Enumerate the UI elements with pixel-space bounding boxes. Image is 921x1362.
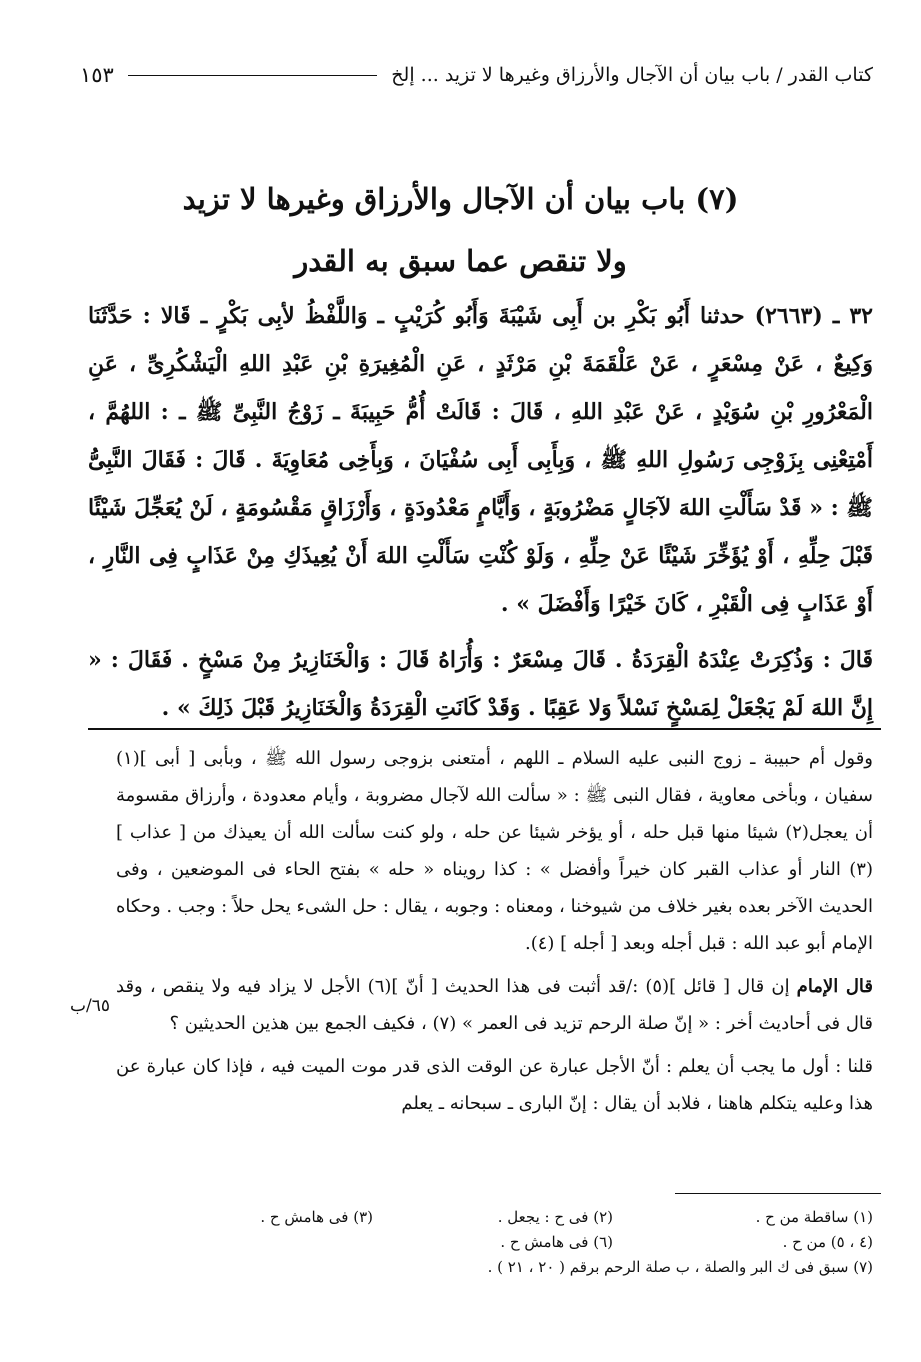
footnote-7: (٧) سبق فى ك البر والصلة ، ب صلة الرحم برقم ( ٢٠ ، ٢١ ) . (487, 1258, 873, 1276)
manuscript-folio-note: ٦٥/ب (70, 996, 110, 1016)
footnote-4-5: (٤ ، ٥) من ح . (782, 1233, 873, 1251)
text-divider (88, 728, 881, 730)
commentary-paragraph-2-body: إن قال [ قائل ](٥) :/قد أثبت فى هذا الحديث [ أنّ ](٦) الأجل لا يزاد فيه ولا ينقص ، وقد قال فى أحاديث أخر : « إنّ صلة الرحم تزيد فى العمر » (٧) ، فكيف الجمع بين هذين الحديثين ؟ (116, 976, 873, 1034)
footnote-2: (٢) فى ح : يجعل . (497, 1208, 613, 1226)
header-rule (128, 75, 377, 76)
footnote-row (120, 1255, 873, 1280)
commentary-paragraph-2 (116, 968, 873, 1042)
footnote-row (120, 1205, 873, 1230)
footnotes (120, 1205, 873, 1280)
running-title: كتاب القدر / باب بيان أن الآجال والأرزاق وغيرها لا تزيد ... إلخ (391, 64, 873, 86)
commentary-lead: قال الإمام (796, 976, 873, 997)
hadith-paragraph-1: ٣٢ ـ (٢٦٦٣) حدثنا أَبُو بَكْرِ بن أَبِى شَيْبَةَ وَأَبُو كُرَيْبٍ ـ وَاللَّفْظُ لأبِى بَكْرٍ ـ قَالا : حَدَّثَنَا وَكِيعٌ ، عَنْ مِسْعَرٍ ، عَنْ عَلْقَمَةَ بْنِ مَرْثَدٍ ، عَنِ الْمُغِيرَةِ بْنِ عَبْدِ اللهِ الْيَشْكُرِىِّ ، عَنِ الْمَعْرُورِ بْنِ سُوَيْدٍ ، عَنْ عَبْدِ اللهِ ، قَالَ : قَالَتْ أُمُّ حَبِيبَةَ ـ زَوْجُ النَّبِىِّ ﷺ ـ : اللهُمَّ ، أَمْتِعْنِى بِزَوْجِى رَسُولِ اللهِ ﷺ ، وَبِأَبِى أَبِى سُفْيَانَ ، وَبِأَخِى مُعَاوِيَةَ . قَالَ : فَقَالَ النَّبِىُّ ﷺ : « قَدْ سَأَلْتِ اللهَ لآجَالٍ مَضْرُوبَةٍ ، وَأَيَّامٍ مَعْدُودَةٍ ، وَأَرْزَاقٍ مَقْسُومَةٍ ، لَنْ يُعَجِّلَ شَيْئًا قَبْلَ حِلِّهِ ، أَوْ يُؤَخِّرَ شَيْئًا عَنْ حِلِّهِ ، وَلَوْ كُنْتِ سَأَلْتِ اللهَ أَنْ يُعِيذَكِ مِنْ عَذَابٍ فِى النَّارِ ، أَوْ عَذَابٍ فِى الْقَبْرِ ، كَانَ خَيْرًا وَأَفْضَلَ » . (88, 303, 873, 617)
chapter-title-line-1: (٧) باب بيان أن الآجال والأرزاق وغيرها لا تزيد (182, 182, 739, 216)
page-number: ١٥٣ (80, 63, 114, 87)
footnote-3: (٣) فى هامش ح . (260, 1208, 373, 1226)
commentary (116, 740, 873, 1122)
hadith-paragraph-2: قَالَ : وَذُكِرَتْ عِنْدَهُ الْقِرَدَةُ . قَالَ مِسْعَرٌ : وَأُرَاهُ قَالَ : وَالْخَنَازِيرُ مِنْ مَسْخٍ . فَقَالَ : « إِنَّ اللهَ لَمْ يَجْعَلْ لِمَسْخٍ نَسْلاً وَلا عَقِبًا . وَقَدْ كَانَتِ الْقِرَدَةُ وَالْخَنَازِيرُ قَبْلَ ذَلِكَ » . (88, 647, 873, 721)
running-header (80, 58, 873, 92)
footnote-6: (٦) فى هامش ح . (500, 1233, 613, 1251)
commentary-paragraph-1: وقول أم حبيبة ـ زوج النبى عليه السلام ـ اللهم ، أمتعنى بزوجى رسول الله ﷺ ، وبأبى [ أبى ](١) سفيان ، وبأخى معاوية ، فقال النبى ﷺ : « سألت الله لآجال مضروبة ، وأيام معدودة ، وأرزاق مقسومة أن يعجل(٢) شيئا منها قبل حله ، أو يؤخر شيئا عن حله ، ولو كنت سألت الله أن يعيذك من [ عذاب ] (٣) النار أو عذاب القبر كان خيراً وأفضل » : كذا رويناه « حله » بفتح الحاء فى الموضعين ، وفى الحديث الآخر بعده بغير خلاف من شيوخنا ، ومعناه : وجوبه ، يقال : حل الشىء يحل حلاً : وجب . وحكاه الإمام أبو عبد الله : قبل أجله وبعد [ أجله ] (٤). (116, 748, 873, 954)
chapter-title (40, 168, 881, 292)
footnote-row (120, 1230, 873, 1255)
commentary-paragraph-3: قلنا : أول ما يجب أن يعلم : أنّ الأجل عبارة عن الوقت الذى قدر موت الميت فيه ، فإذا كان عبارة عن هذا وعليه يتكلم هاهنا ، فلابد أن يقال : إنّ البارى ـ سبحانه ـ يعلم (116, 1056, 873, 1114)
hadith-text (88, 292, 873, 732)
chapter-title-line-2: ولا تنقص عما سبق به القدر (294, 244, 627, 278)
footnote-divider (675, 1193, 881, 1194)
footnote-1: (١) ساقطة من ح . (755, 1208, 873, 1226)
